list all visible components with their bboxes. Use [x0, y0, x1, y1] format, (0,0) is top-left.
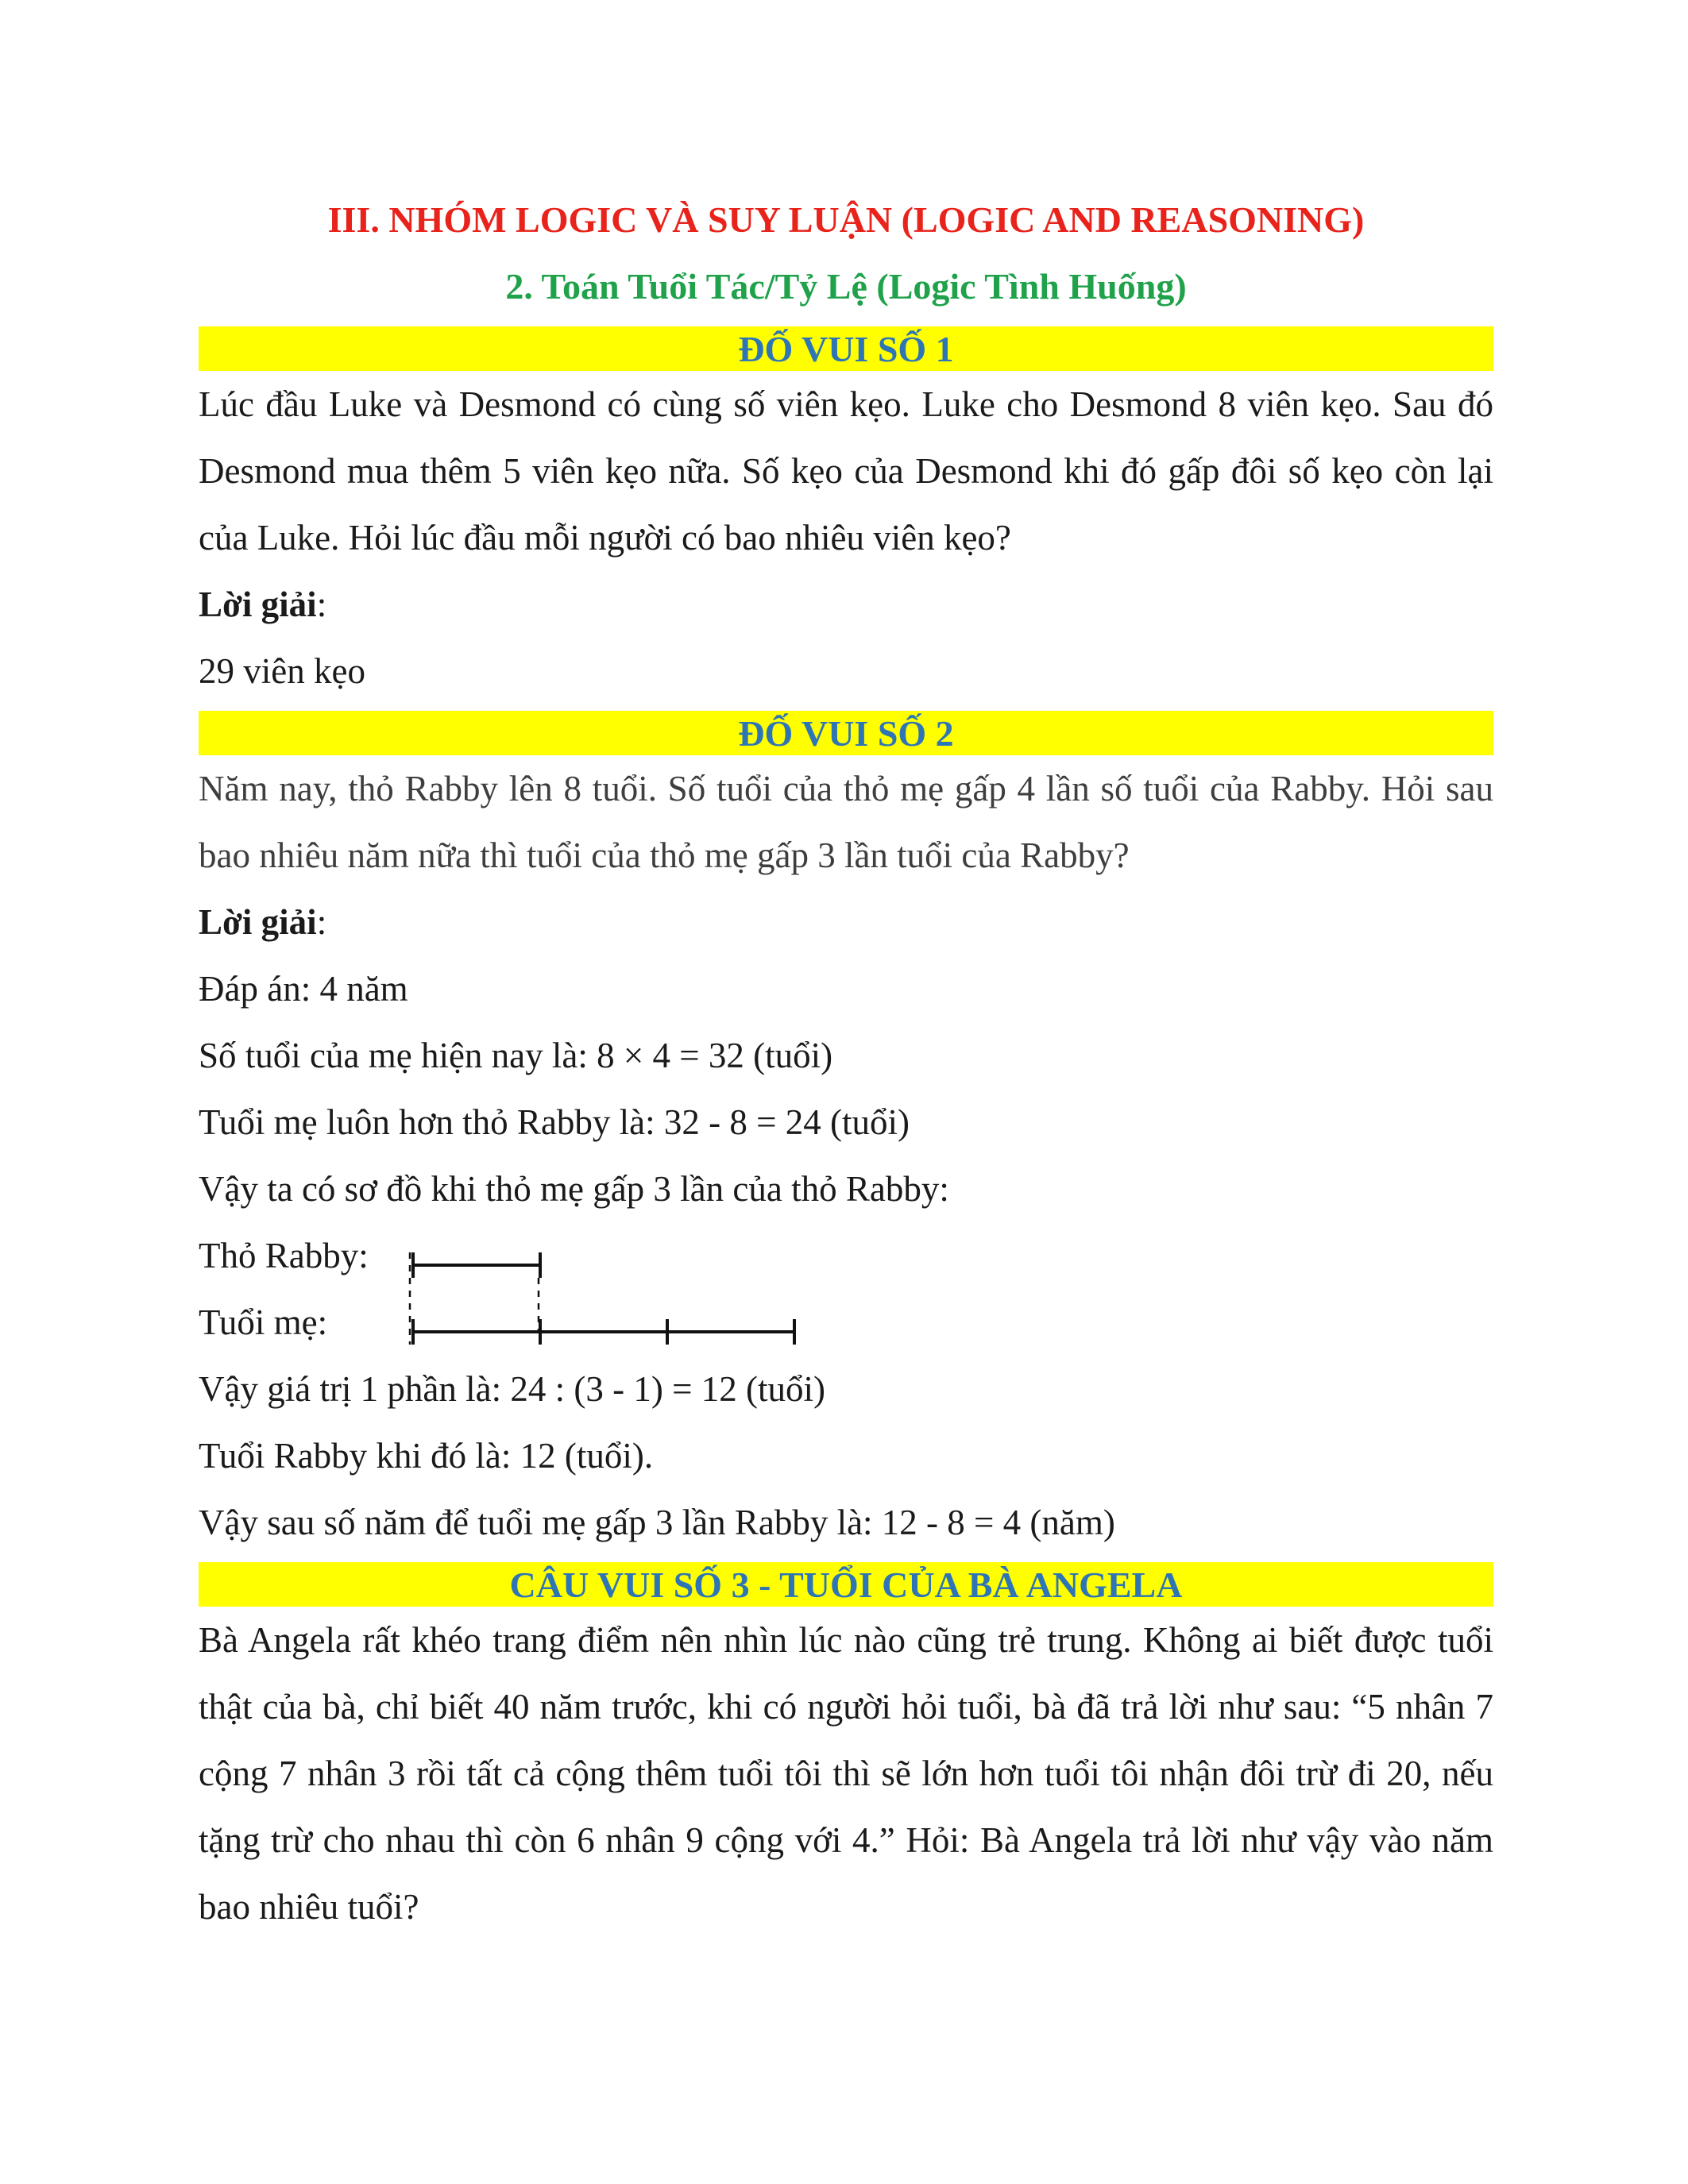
puzzle1-question: Lúc đầu Luke và Desmond có cùng số viên kẹo. Luke cho Desmond 8 viên kẹo. Sau đó Desmond mua thêm 5 viên kẹo nữa. Số kẹo của Desmond khi đó gấp đôi số kẹo còn lại của Luke. Hỏi lúc đầu mỗi người có bao nhiêu viên kẹo?	[199, 384, 1493, 558]
puzzle2-step-3: Tuổi mẹ luôn hơn thỏ Rabby là: 32 - 8 = 24 (tuổi)	[199, 1102, 910, 1142]
rabby-label: Thỏ Rabby:	[199, 1236, 369, 1275]
puzzle1-solution-label: Lời giải	[199, 585, 317, 624]
puzzle3-banner: CÂU VUI SỐ 3 - TUỔI CỦA BÀ ANGELA	[199, 1562, 1493, 1607]
puzzle2-solution-colon: :	[316, 902, 327, 942]
puzzle2-step-6: Tuổi Rabby khi đó là: 12 (tuổi).	[199, 1436, 654, 1476]
puzzle2-solution-heading	[199, 889, 1493, 955]
puzzle1-banner: ĐỐ VUI SỐ 1	[199, 326, 1493, 371]
subsection-title: 2. Toán Tuổi Tác/Tỷ Lệ (Logic Tình Huống)	[505, 266, 1187, 307]
puzzle2-step-5: Vậy giá trị 1 phần là: 24 : (3 - 1) = 12 (tuổi)	[199, 1369, 825, 1409]
puzzle2-step-4: Vậy ta có sơ đồ khi thỏ mẹ gấp 3 lần của thỏ Rabby:	[199, 1169, 949, 1209]
puzzle1-solution-colon: :	[316, 585, 327, 624]
mother-label: Tuổi mẹ:	[199, 1302, 328, 1342]
segment-diagram	[199, 1222, 1493, 1356]
puzzle3-question: Bà Angela rất khéo trang điểm nên nhìn lúc nào cũng trẻ trung. Không ai biết được tuổi thật của bà, chỉ biết 40 năm trước, khi có người hỏi tuổi, bà đã trả lời như sau: “5 nhân 7 cộng 7 nhân 3 rồi tất cả cộng thêm tuổi tôi thì sẽ lớn hơn tuổi tôi nhận đôi trừ đi 20, nếu tặng trừ cho nhau thì còn 6 nhân 9 cộng với 4.” Hỏi: Bà Angela trả lời như vậy vào năm bao nhiêu tuổi?	[199, 1620, 1493, 1927]
puzzle2-step-1: Đáp án: 4 năm	[199, 969, 408, 1009]
puzzle1-answer: 29 viên kẹo	[199, 651, 365, 691]
puzzle2-question: Năm nay, thỏ Rabby lên 8 tuổi. Số tuổi của thỏ mẹ gấp 4 lần số tuổi của Rabby. Hỏi sau bao nhiêu năm nữa thì tuổi của thỏ mẹ gấp 3 lần tuổi của Rabby?	[199, 769, 1493, 875]
section-title: III. NHÓM LOGIC VÀ SUY LUẬN (LOGIC AND REASONING)	[327, 199, 1365, 240]
puzzle1-solution-heading	[199, 571, 1493, 638]
puzzle2-solution-label: Lời giải	[199, 902, 317, 942]
puzzle2-step-7: Vậy sau số năm để tuổi mẹ gấp 3 lần Rabby là: 12 - 8 = 4 (năm)	[199, 1503, 1115, 1542]
puzzle2-step-2: Số tuổi của mẹ hiện nay là: 8 × 4 = 32 (tuổi)	[199, 1036, 833, 1075]
segment-diagram-drawing	[199, 1222, 834, 1356]
puzzle2-banner: ĐỐ VUI SỐ 2	[199, 711, 1493, 755]
document-page	[199, 187, 1493, 1940]
